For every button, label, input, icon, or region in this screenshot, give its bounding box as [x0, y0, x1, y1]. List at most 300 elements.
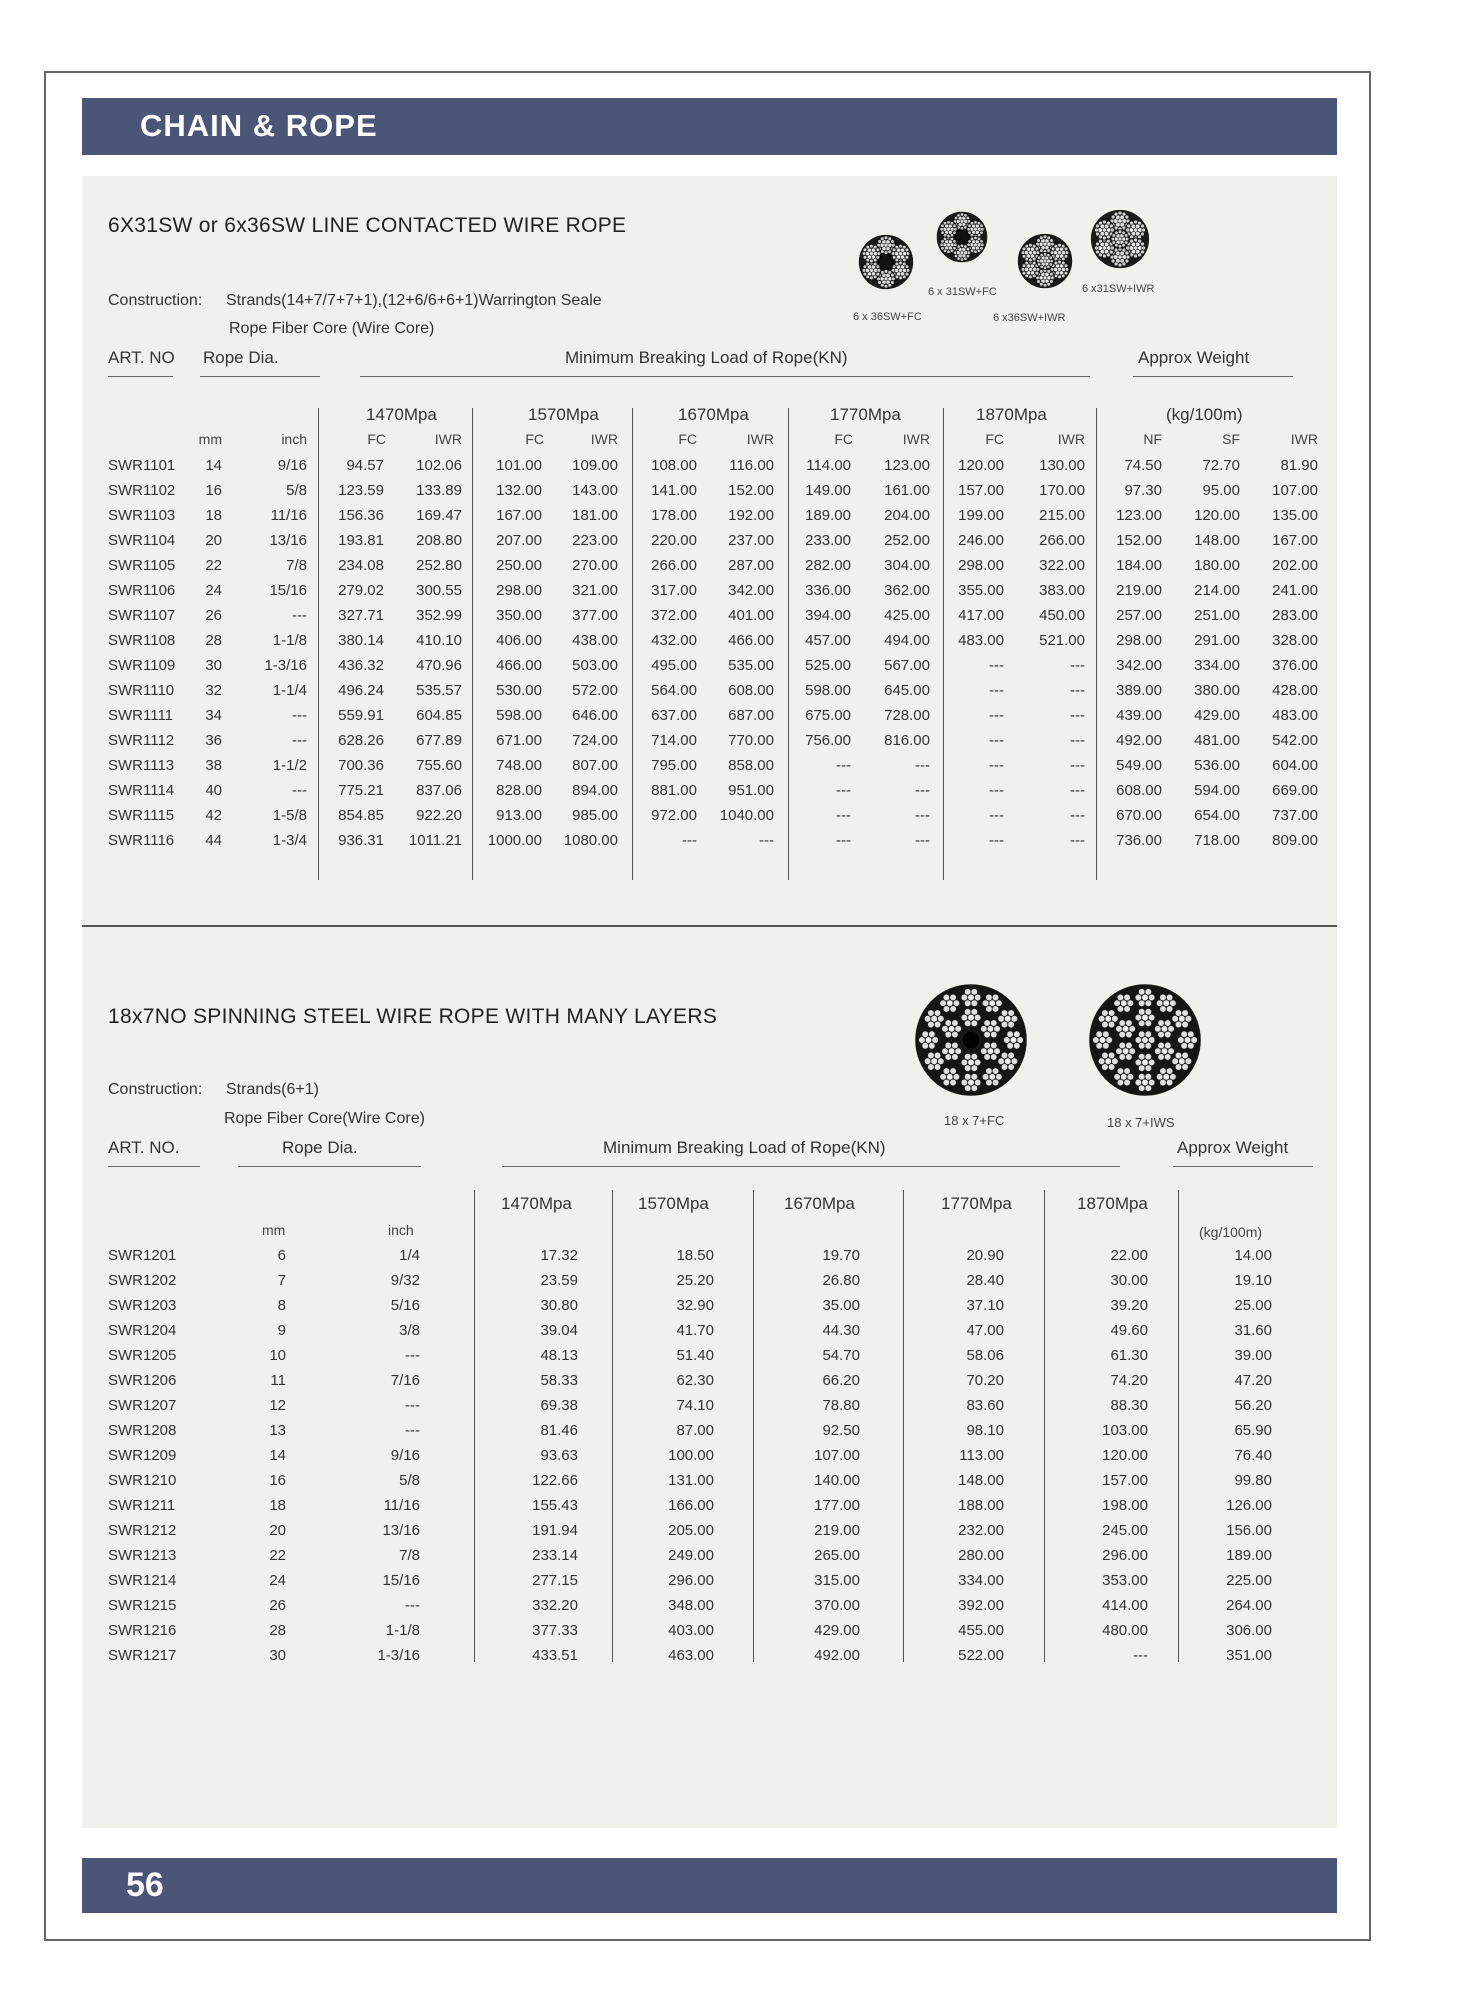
weight-nf-cell: 608.00 [1116, 782, 1162, 799]
1770-fc-cell: 336.00 [805, 582, 851, 599]
table-row [0, 757, 1459, 782]
1470-fc-cell: 279.02 [338, 582, 384, 599]
1870-fc-cell: --- [989, 732, 1004, 749]
art-no-cell: SWR1113 [108, 757, 175, 774]
1470-fc-cell: 193.81 [338, 532, 384, 549]
rope-inch-cell: --- [405, 1597, 420, 1614]
rope-dia-header: Rope Dia. [203, 348, 279, 367]
1770-iwr-cell: 425.00 [884, 607, 930, 624]
1870-cell: 88.30 [1110, 1397, 1148, 1414]
weight-iwr-cell: 283.00 [1272, 607, 1318, 624]
1770-cell: 20.90 [966, 1247, 1004, 1264]
art-no-cell: SWR1114 [108, 782, 175, 799]
1770-fc-cell: 394.00 [805, 607, 851, 624]
1770-fc-cell: 525.00 [805, 657, 851, 674]
weight-iwr-cell: 81.90 [1280, 457, 1318, 474]
1870-iwr-cell: 215.00 [1039, 507, 1085, 524]
iwr-header: IWR [1057, 431, 1085, 447]
rope-mm-cell: 8 [277, 1297, 286, 1314]
art-no-cell: SWR1206 [108, 1372, 177, 1389]
weight-nf-cell: 342.00 [1116, 657, 1162, 674]
1570-fc-cell: 530.00 [496, 682, 542, 699]
1570-iwr-cell: 1080.00 [563, 832, 618, 849]
rope-inch-cell: 5/8 [286, 482, 307, 499]
weight-nf-cell: 152.00 [1116, 532, 1162, 549]
1670-cell: 370.00 [814, 1597, 860, 1614]
inch-header: inch [281, 431, 307, 447]
rope-inch-cell: --- [292, 732, 307, 749]
1870-cell: 39.20 [1110, 1297, 1148, 1314]
1870-iwr-cell: --- [1070, 832, 1085, 849]
1770-cell: 28.40 [966, 1272, 1004, 1289]
iwr-header: IWR [746, 431, 774, 447]
1570-cell: 62.30 [676, 1372, 714, 1389]
1570-fc-cell: 207.00 [496, 532, 542, 549]
weight-iwr-cell: 428.00 [1272, 682, 1318, 699]
1870-iwr-cell: 322.00 [1039, 557, 1085, 574]
rope-inch-cell: --- [292, 707, 307, 724]
rope-mm-cell: 10 [269, 1347, 286, 1364]
1670-iwr-cell: 401.00 [728, 607, 774, 624]
1870-cell: 198.00 [1102, 1497, 1148, 1514]
weight-iwr-cell: 241.00 [1272, 582, 1318, 599]
1570-cell: 131.00 [668, 1472, 714, 1489]
iwr-header: IWR [590, 431, 618, 447]
grade-header: 1770Mpa [830, 405, 901, 424]
1770-fc-cell: --- [836, 782, 851, 799]
rope-mm-cell: 38 [205, 757, 222, 774]
1570-cell: 100.00 [668, 1447, 714, 1464]
1470-cell: 23.59 [540, 1272, 578, 1289]
rope-inch-cell: 1-1/4 [272, 682, 307, 699]
fc-header: FC [367, 431, 386, 447]
rope-inch-cell: 1/4 [399, 1247, 420, 1264]
grade-header: 1570Mpa [528, 405, 599, 424]
rope-inch-cell: --- [405, 1397, 420, 1414]
art-no-cell: SWR1108 [108, 632, 176, 649]
rope-inch-cell: 7/16 [390, 1372, 420, 1389]
1870-iwr-cell: --- [1070, 757, 1085, 774]
1870-iwr-cell: --- [1070, 682, 1085, 699]
weight-iwr-cell: 328.00 [1272, 632, 1318, 649]
1470-iwr-cell: 677.89 [416, 732, 462, 749]
table-row [0, 782, 1459, 807]
1470-fc-cell: 327.71 [338, 607, 384, 624]
1470-iwr-cell: 470.96 [416, 657, 462, 674]
1870-iwr-cell: --- [1070, 657, 1085, 674]
1670-iwr-cell: 192.00 [728, 507, 774, 524]
1670-cell: 54.70 [822, 1347, 860, 1364]
rope-mm-cell: 24 [205, 582, 222, 599]
table-row [0, 1347, 1459, 1372]
1670-fc-cell: 108.00 [651, 457, 697, 474]
table-row [0, 482, 1459, 507]
1570-fc-cell: 167.00 [496, 507, 542, 524]
art-no-cell: SWR1116 [108, 832, 175, 849]
weight-sf-cell: 72.70 [1202, 457, 1240, 474]
underline [502, 1166, 1120, 1167]
underline [1133, 376, 1293, 377]
underline [108, 1166, 200, 1167]
art-no-cell: SWR1115 [108, 807, 175, 824]
rope-6x36sw-iwr-icon [1017, 233, 1073, 289]
1570-iwr-cell: 270.00 [572, 557, 618, 574]
weight-sf-cell: 120.00 [1194, 507, 1240, 524]
weight-sf-cell: 594.00 [1194, 782, 1240, 799]
rope-inch-cell: --- [405, 1422, 420, 1439]
rope-inch-cell: --- [292, 607, 307, 624]
rope-mm-cell: 16 [269, 1472, 286, 1489]
1770-fc-cell: 233.00 [805, 532, 851, 549]
1470-iwr-cell: 410.10 [416, 632, 462, 649]
1570-fc-cell: 913.00 [496, 807, 542, 824]
1470-iwr-cell: 300.55 [416, 582, 462, 599]
1670-cell: 92.50 [822, 1422, 860, 1439]
1470-iwr-cell: 252.80 [416, 557, 462, 574]
1570-cell: 463.00 [668, 1647, 714, 1664]
rope-inch-cell: 11/16 [270, 507, 307, 524]
1870-fc-cell: --- [989, 807, 1004, 824]
1470-cell: 332.20 [532, 1597, 578, 1614]
caption-6x31sw-fc: 6 x 31SW+FC [928, 286, 997, 298]
weight-nf-cell: 257.00 [1116, 607, 1162, 624]
1770-iwr-cell: --- [915, 832, 930, 849]
1470-iwr-cell: 755.60 [416, 757, 462, 774]
art-no-cell: SWR1203 [108, 1297, 177, 1314]
1570-cell: 249.00 [668, 1547, 714, 1564]
page-title: CHAIN & ROPE [140, 108, 378, 143]
1870-fc-cell: 157.00 [958, 482, 1004, 499]
table-row [0, 1447, 1459, 1472]
weight-cell: 225.00 [1226, 1572, 1272, 1589]
1770-fc-cell: 756.00 [805, 732, 851, 749]
table-row [0, 732, 1459, 757]
mbl-header: Minimum Breaking Load of Rope(KN) [603, 1138, 886, 1157]
rope-inch-cell: --- [405, 1347, 420, 1364]
1470-fc-cell: 775.21 [338, 782, 384, 799]
1570-iwr-cell: 894.00 [572, 782, 618, 799]
grade-header: 1470Mpa [366, 405, 437, 424]
1770-iwr-cell: --- [915, 782, 930, 799]
1770-cell: 58.06 [966, 1347, 1004, 1364]
1570-iwr-cell: 109.00 [572, 457, 618, 474]
1570-fc-cell: 298.00 [496, 582, 542, 599]
table-row [0, 1597, 1459, 1622]
1470-cell: 69.38 [540, 1397, 578, 1414]
table-row [0, 682, 1459, 707]
weight-sf-cell: 95.00 [1202, 482, 1240, 499]
weight-cell: 126.00 [1226, 1497, 1272, 1514]
1570-iwr-cell: 503.00 [572, 657, 618, 674]
1670-cell: 140.00 [814, 1472, 860, 1489]
1870-cell: 245.00 [1102, 1522, 1148, 1539]
1670-iwr-cell: 342.00 [728, 582, 774, 599]
1870-iwr-cell: --- [1070, 732, 1085, 749]
table-row [0, 507, 1459, 532]
underline [108, 376, 173, 377]
weight-cell: 56.20 [1234, 1397, 1272, 1414]
rope-6x36sw-fc-icon [858, 234, 914, 290]
1870-cell: 22.00 [1110, 1247, 1148, 1264]
1670-cell: 219.00 [814, 1522, 860, 1539]
1670-cell: 44.30 [822, 1322, 860, 1339]
art-no-cell: SWR1212 [108, 1522, 177, 1539]
art-no-header: ART. NO. [108, 1138, 180, 1157]
grade-header: 1670Mpa [678, 405, 749, 424]
construction-label: Construction: [108, 292, 203, 309]
1770-cell: 522.00 [958, 1647, 1004, 1664]
table-row [0, 1497, 1459, 1522]
1670-fc-cell: 795.00 [651, 757, 697, 774]
rope-mm-cell: 26 [269, 1597, 286, 1614]
1770-iwr-cell: 816.00 [884, 732, 930, 749]
1770-cell: 37.10 [966, 1297, 1004, 1314]
table-row [0, 607, 1459, 632]
weight-cell: 99.80 [1234, 1472, 1272, 1489]
art-no-cell: SWR1205 [108, 1347, 177, 1364]
weight-unit: (kg/100m) [1199, 1224, 1263, 1240]
1670-fc-cell: 972.00 [651, 807, 697, 824]
weight-nf-cell: 389.00 [1116, 682, 1162, 699]
1770-cell: 334.00 [958, 1572, 1004, 1589]
1870-cell: 61.30 [1110, 1347, 1148, 1364]
1770-iwr-cell: 304.00 [884, 557, 930, 574]
1770-iwr-cell: 567.00 [884, 657, 930, 674]
sf-header: SF [1222, 431, 1240, 447]
table-row [0, 457, 1459, 482]
page-number: 56 [126, 1866, 164, 1904]
1770-iwr-cell: 252.00 [884, 532, 930, 549]
table-row [0, 1522, 1459, 1547]
1470-cell: 17.32 [540, 1247, 578, 1264]
1470-cell: 39.04 [540, 1322, 578, 1339]
1870-fc-cell: --- [989, 707, 1004, 724]
rope-inch-cell: 11/16 [383, 1497, 420, 1514]
1570-fc-cell: 598.00 [496, 707, 542, 724]
1570-fc-cell: 671.00 [496, 732, 542, 749]
1870-iwr-cell: 450.00 [1039, 607, 1085, 624]
weight-header: Approx Weight [1138, 348, 1250, 367]
1870-iwr-cell: --- [1070, 782, 1085, 799]
art-no-cell: SWR1109 [108, 657, 176, 674]
1670-iwr-cell: 951.00 [728, 782, 774, 799]
table-row [0, 1397, 1459, 1422]
caption-18x7-iws: 18 x 7+IWS [1107, 1115, 1175, 1130]
rope-mm-cell: 40 [205, 782, 222, 799]
1570-cell: 74.10 [676, 1397, 714, 1414]
rope-inch-cell: 9/16 [390, 1447, 420, 1464]
construction-label: Construction: [108, 1081, 203, 1098]
rope-inch-cell: 1-3/4 [272, 832, 307, 849]
art-no-cell: SWR1215 [108, 1597, 177, 1614]
table-row [0, 1272, 1459, 1297]
rope-mm-cell: 30 [269, 1647, 286, 1664]
1670-fc-cell: 317.00 [651, 582, 697, 599]
1670-cell: 19.70 [822, 1247, 860, 1264]
1770-fc-cell: --- [836, 757, 851, 774]
1570-fc-cell: 350.00 [496, 607, 542, 624]
core-value: Rope Fiber Core (Wire Core) [229, 320, 435, 337]
1570-fc-cell: 1000.00 [487, 832, 542, 849]
1670-iwr-cell: 858.00 [728, 757, 774, 774]
1770-iwr-cell: --- [915, 807, 930, 824]
grade-header: 1870Mpa [976, 405, 1047, 424]
weight-sf-cell: 148.00 [1194, 532, 1240, 549]
1570-cell: 348.00 [668, 1597, 714, 1614]
1570-iwr-cell: 321.00 [572, 582, 618, 599]
1770-fc-cell: 598.00 [805, 682, 851, 699]
table-row [0, 657, 1459, 682]
rope-inch-cell: 1-3/16 [264, 657, 307, 674]
weight-cell: 25.00 [1234, 1297, 1272, 1314]
1870-fc-cell: 246.00 [958, 532, 1004, 549]
1770-cell: 232.00 [958, 1522, 1004, 1539]
rope-6x31sw-iwr-icon [1090, 209, 1150, 269]
rope-mm-cell: 11 [270, 1372, 286, 1389]
mm-header: mm [198, 431, 222, 447]
1470-iwr-cell: 604.85 [416, 707, 462, 724]
1570-cell: 87.00 [676, 1422, 714, 1439]
table-row [0, 1622, 1459, 1647]
art-no-cell: SWR1110 [108, 682, 175, 699]
rope-18x7-iws-icon [1086, 981, 1204, 1099]
1770-iwr-cell: 123.00 [884, 457, 930, 474]
art-no-cell: SWR1111 [108, 707, 174, 724]
art-no-cell: SWR1213 [108, 1547, 177, 1564]
weight-cell: 39.00 [1234, 1347, 1272, 1364]
1770-iwr-cell: 645.00 [884, 682, 930, 699]
1470-iwr-cell: 1011.21 [408, 832, 462, 849]
weight-cell: 19.10 [1234, 1272, 1272, 1289]
weight-nf-cell: 549.00 [1116, 757, 1162, 774]
1770-cell: 98.10 [966, 1422, 1004, 1439]
weight-iwr-cell: 107.00 [1272, 482, 1318, 499]
rope-mm-cell: 32 [205, 682, 222, 699]
1670-fc-cell: 178.00 [651, 507, 697, 524]
1770-cell: 47.00 [966, 1322, 1004, 1339]
1770-cell: 280.00 [958, 1547, 1004, 1564]
1470-fc-cell: 380.14 [338, 632, 384, 649]
art-no-cell: SWR1210 [108, 1472, 177, 1489]
weight-sf-cell: 180.00 [1194, 557, 1240, 574]
1570-cell: 32.90 [676, 1297, 714, 1314]
weight-cell: 264.00 [1226, 1597, 1272, 1614]
art-no-cell: SWR1204 [108, 1322, 177, 1339]
weight-nf-cell: 123.00 [1116, 507, 1162, 524]
grade-header: 1870Mpa [1077, 1194, 1148, 1213]
1870-iwr-cell: 266.00 [1039, 532, 1085, 549]
1670-fc-cell: 266.00 [651, 557, 697, 574]
1670-iwr-cell: 608.00 [728, 682, 774, 699]
1870-fc-cell: 298.00 [958, 557, 1004, 574]
1470-fc-cell: 700.36 [338, 757, 384, 774]
construction-value: Strands(6+1) [226, 1081, 319, 1098]
1570-cell: 205.00 [668, 1522, 714, 1539]
rope-mm-cell: 24 [269, 1572, 286, 1589]
1870-fc-cell: --- [989, 682, 1004, 699]
1470-iwr-cell: 922.20 [416, 807, 462, 824]
rope-inch-cell: --- [292, 782, 307, 799]
rope-mm-cell: 6 [277, 1247, 286, 1264]
iwr-header: IWR [902, 431, 930, 447]
header-band [82, 98, 1337, 155]
rope-mm-cell: 14 [205, 457, 222, 474]
rope-inch-cell: 5/16 [390, 1297, 420, 1314]
table-row [0, 632, 1459, 657]
1670-fc-cell: 564.00 [651, 682, 697, 699]
1770-cell: 455.00 [958, 1622, 1004, 1639]
inch-header: inch [388, 1222, 414, 1238]
table-row [0, 807, 1459, 832]
rope-inch-cell: 9/16 [277, 457, 307, 474]
1870-iwr-cell: 170.00 [1039, 482, 1085, 499]
1470-cell: 433.51 [532, 1647, 578, 1664]
1470-iwr-cell: 837.06 [416, 782, 462, 799]
1870-cell: 480.00 [1102, 1622, 1148, 1639]
1870-fc-cell: 355.00 [958, 582, 1004, 599]
weight-nf-cell: 670.00 [1116, 807, 1162, 824]
1870-cell: 74.20 [1110, 1372, 1148, 1389]
1570-iwr-cell: 143.00 [572, 482, 618, 499]
rope-mm-cell: 13 [269, 1422, 286, 1439]
weight-nf-cell: 736.00 [1116, 832, 1162, 849]
1470-cell: 48.13 [540, 1347, 578, 1364]
rope-mm-cell: 14 [269, 1447, 286, 1464]
1670-fc-cell: 220.00 [651, 532, 697, 549]
iwr-header: IWR [434, 431, 462, 447]
rope-mm-cell: 28 [205, 632, 222, 649]
rope-mm-cell: 44 [205, 832, 222, 849]
1470-cell: 58.33 [540, 1372, 578, 1389]
1670-fc-cell: 372.00 [651, 607, 697, 624]
1670-iwr-cell: 466.00 [728, 632, 774, 649]
1670-iwr-cell: --- [759, 832, 774, 849]
rope-mm-cell: 22 [269, 1547, 286, 1564]
1470-cell: 122.66 [532, 1472, 578, 1489]
weight-sf-cell: 334.00 [1194, 657, 1240, 674]
1470-fc-cell: 436.32 [338, 657, 384, 674]
caption-6x36sw-fc: 6 x 36SW+FC [853, 311, 922, 323]
table-row [0, 1297, 1459, 1322]
1770-iwr-cell: 728.00 [884, 707, 930, 724]
underline [360, 376, 1090, 377]
weight-iwr-cell: 542.00 [1272, 732, 1318, 749]
1570-fc-cell: 250.00 [496, 557, 542, 574]
grade-header: 1670Mpa [784, 1194, 855, 1213]
1870-iwr-cell: --- [1070, 707, 1085, 724]
1470-fc-cell: 559.91 [338, 707, 384, 724]
1870-cell: 296.00 [1102, 1547, 1148, 1564]
1870-cell: 30.00 [1110, 1272, 1148, 1289]
rope-inch-cell: 5/8 [399, 1472, 420, 1489]
weight-sf-cell: 214.00 [1194, 582, 1240, 599]
art-no-cell: SWR1105 [108, 557, 176, 574]
1870-fc-cell: 120.00 [958, 457, 1004, 474]
rope-inch-cell: 15/16 [269, 582, 307, 599]
1770-fc-cell: 189.00 [805, 507, 851, 524]
weight-sf-cell: 718.00 [1194, 832, 1240, 849]
1470-cell: 377.33 [532, 1622, 578, 1639]
grade-header: 1570Mpa [638, 1194, 709, 1213]
1470-fc-cell: 936.31 [338, 832, 384, 849]
1870-fc-cell: --- [989, 782, 1004, 799]
art-no-cell: SWR1202 [108, 1272, 177, 1289]
weight-iwr-cell: 202.00 [1272, 557, 1318, 574]
table-row [0, 532, 1459, 557]
1770-fc-cell: --- [836, 807, 851, 824]
art-no-cell: SWR1214 [108, 1572, 177, 1589]
1670-cell: 492.00 [814, 1647, 860, 1664]
